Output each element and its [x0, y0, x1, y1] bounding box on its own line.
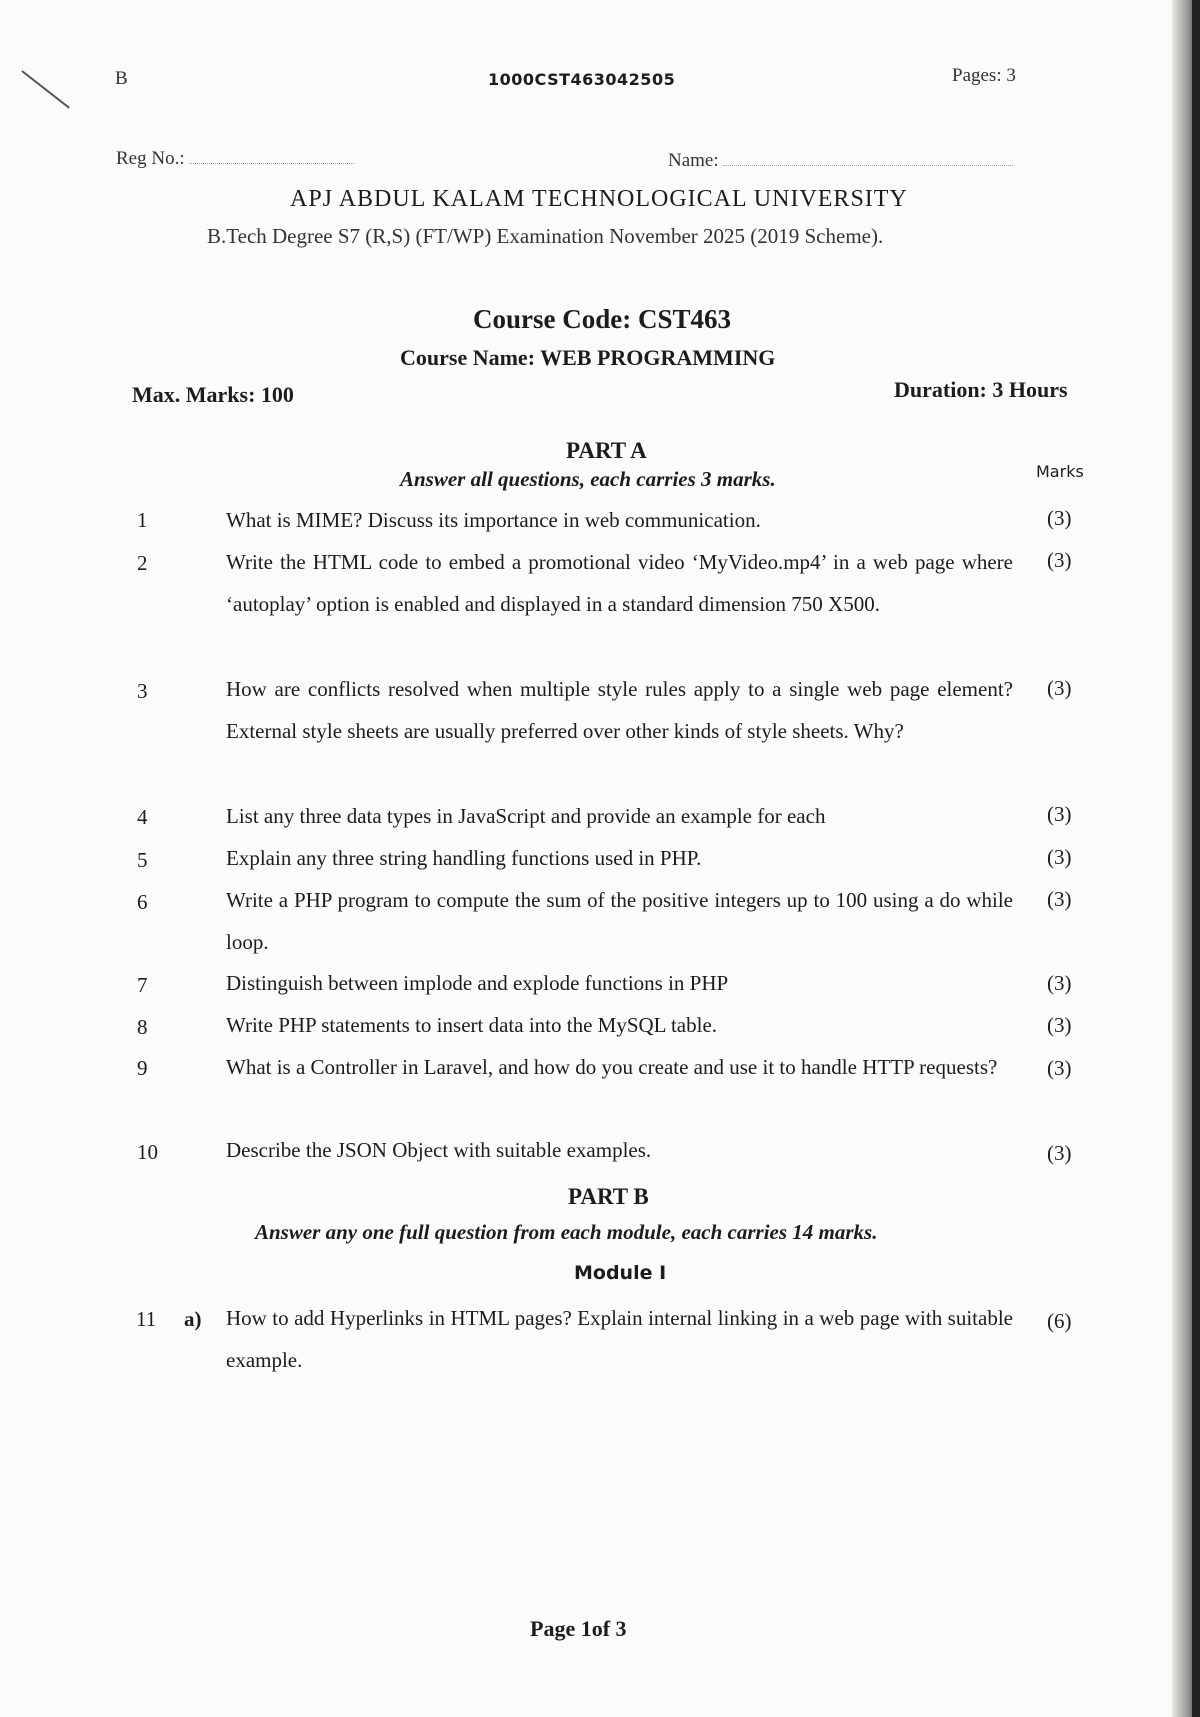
university-name: APJ ABDUL KALAM TECHNOLOGICAL UNIVERSITY	[290, 186, 908, 212]
question-5-number: 5	[137, 848, 148, 872]
question-10-text: Describe the JSON Object with suitable examples.	[226, 1138, 652, 1162]
course-name: Course Name: WEB PROGRAMMING	[400, 345, 776, 370]
question-8-marks: (3)	[1047, 1013, 1072, 1037]
question-2-number: 2	[137, 551, 148, 575]
question-10-marks: (3)	[1047, 1141, 1072, 1165]
question-4-marks: (3)	[1047, 802, 1072, 826]
question-1-number: 1	[137, 508, 148, 532]
question-6-text: Write a PHP program to compute the sum of the positive integers up to 100 using a do while loop.	[226, 888, 1013, 954]
question-11-sub: a)	[184, 1307, 202, 1331]
part-a-title: PART A	[566, 438, 647, 463]
module-title: Module I	[574, 1262, 667, 1284]
part-b-title: PART B	[568, 1184, 649, 1209]
question-7-marks: (3)	[1047, 971, 1072, 995]
question-9-marks: (3)	[1047, 1056, 1072, 1080]
question-1-text: What is MIME? Discuss its importance in web communication.	[226, 508, 761, 532]
question-7-number: 7	[137, 973, 148, 997]
question-11a-marks: (6)	[1047, 1309, 1072, 1333]
question-9-text: What is a Controller in Laravel, and how do you create and use it to handle HTTP requests?	[226, 1055, 998, 1079]
question-3-text: How are conflicts resolved when multiple style rules apply to a single web page element? External style sheets are usually preferred over other kinds of style sheets. Why?	[226, 677, 1013, 743]
page-count: Pages: 3	[952, 65, 1016, 86]
reg-no-blank	[189, 163, 354, 164]
question-5-marks: (3)	[1047, 845, 1072, 869]
question-7-text: Distinguish between implode and explode functions in PHP	[226, 971, 729, 995]
question-1-marks: (3)	[1047, 506, 1072, 530]
series-code: B	[115, 68, 128, 89]
page-footer: Page 1of 3	[530, 1616, 627, 1641]
question-8-number: 8	[137, 1015, 148, 1039]
name-field	[668, 150, 1013, 172]
question-4-text: List any three data types in JavaScript and provide an example for each	[226, 804, 826, 828]
question-8-text: Write PHP statements to insert data into the MySQL table.	[226, 1013, 718, 1037]
question-6-number: 6	[137, 890, 148, 914]
part-b-instruction: Answer any one full question from each module, each carries 14 marks.	[255, 1220, 878, 1244]
question-11-number: 11	[136, 1307, 157, 1331]
question-6-marks: (3)	[1047, 887, 1072, 911]
question-5-text: Explain any three string handling functions used in PHP.	[226, 846, 702, 870]
paper-code: 1000CST463042505	[488, 70, 676, 89]
part-a-instruction: Answer all questions, each carries 3 marks.	[400, 467, 776, 491]
reg-no-field	[116, 148, 354, 170]
question-3-number: 3	[137, 679, 148, 703]
question-9-number: 9	[137, 1056, 148, 1080]
name-blank	[723, 165, 1013, 166]
max-marks: Max. Marks: 100	[132, 382, 294, 407]
exam-title: B.Tech Degree S7 (R,S) (FT/WP) Examination November 2025 (2019 Scheme).	[207, 224, 884, 248]
question-10-number: 10	[137, 1140, 158, 1164]
question-4-number: 4	[137, 805, 148, 829]
question-3-marks: (3)	[1047, 676, 1072, 700]
page-edge-dark	[1192, 0, 1200, 1717]
course-code: Course Code: CST463	[473, 304, 732, 334]
duration: Duration: 3 Hours	[894, 377, 1068, 402]
reg-no-label: Reg No.:	[116, 148, 185, 169]
pen-stroke-mark	[21, 70, 70, 109]
question-2-marks: (3)	[1047, 548, 1072, 572]
name-label: Name:	[668, 150, 719, 171]
question-2-text: Write the HTML code to embed a promotional video ‘MyVideo.mp4’ in a web page where ‘autoplay’ option is enabled and displayed in a standard dimension 750 X500.	[226, 550, 1013, 616]
marks-column-header: Marks	[1036, 462, 1084, 481]
question-11a-text: How to add Hyperlinks in HTML pages? Explain internal linking in a web page with suitable example.	[226, 1306, 1013, 1372]
